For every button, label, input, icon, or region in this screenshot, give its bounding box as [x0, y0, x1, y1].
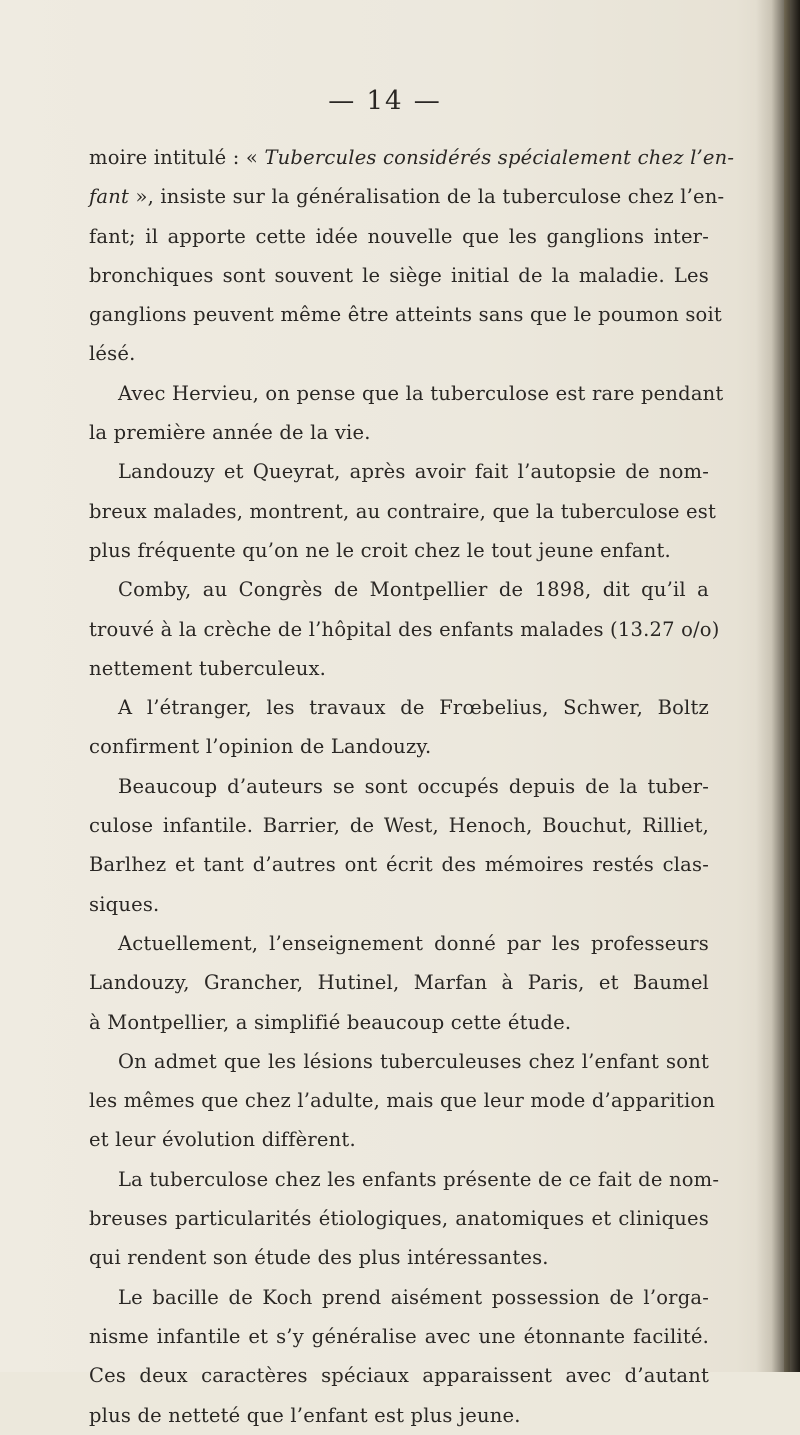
text-segment: Ces deux caractères spéciaux apparaissent avec d’autant	[89, 1364, 709, 1388]
text-line	[89, 374, 724, 413]
italic-text-segment: Tubercules considérés spécialement chez l’en-	[264, 146, 735, 169]
text-line	[89, 217, 709, 256]
text-segment: les mêmes que chez l’adulte, mais que leur mode d’apparition	[89, 1089, 716, 1113]
text-segment: Le bacille de Koch prend aisément possession de l’orga-	[118, 1285, 709, 1309]
text-segment: culose infantile. Barrier, de West, Henoch, Bouchut, Rilliet,	[89, 814, 709, 838]
text-line	[89, 806, 709, 845]
text-segment: confirment l’opinion de Landouzy.	[89, 735, 432, 759]
text-segment: Landouzy et Queyrat, après avoir fait l’autopsie de nom-	[118, 460, 709, 484]
text-line	[89, 610, 720, 649]
text-segment: nisme infantile et s’y généralise avec une étonnante facilité.	[89, 1324, 709, 1348]
text-line	[89, 649, 709, 688]
text-segment: plus de netteté que l’enfant est plus jeune.	[89, 1403, 521, 1427]
text-line	[89, 177, 725, 216]
text-segment: La tuberculose chez les enfants présente de ce fait de nom-	[118, 1167, 720, 1191]
text-segment: moire intitulé : «	[89, 146, 265, 169]
body-text	[89, 138, 735, 1435]
page-number: — 14 —	[328, 86, 442, 116]
text-line	[89, 295, 722, 334]
text-segment: à Montpellier, a simplifié beaucoup cette étude.	[89, 1010, 572, 1034]
text-line	[89, 1120, 709, 1159]
text-line	[89, 688, 709, 727]
text-segment: breux malades, montrent, au contraire, que la tuberculose est	[89, 499, 717, 523]
text-segment: plus fréquente qu’on ne le croit chez le tout jeune enfant.	[89, 538, 671, 562]
text-line	[89, 1317, 709, 1356]
text-segment: bronchiques sont souvent le siège initial de la maladie. Les	[89, 263, 709, 287]
text-line	[89, 256, 709, 295]
text-segment: et leur évolution diffèrent.	[89, 1128, 356, 1152]
text-segment: qui rendent son étude des plus intéressantes.	[89, 1246, 549, 1270]
text-segment: trouvé à la crèche de l’hôpital des enfants malades (13.27 o/o)	[89, 617, 720, 641]
text-line	[89, 1238, 709, 1277]
text-line	[89, 885, 709, 924]
text-segment: ganglions peuvent même être atteints sans que le poumon soit	[89, 303, 722, 327]
text-line	[89, 452, 709, 491]
text-line	[89, 963, 709, 1002]
text-line	[89, 334, 709, 373]
text-line	[89, 413, 709, 452]
text-line	[89, 1042, 709, 1081]
text-line	[89, 1199, 709, 1238]
text-segment: Comby, au Congrès de Montpellier de 1898, dit qu’il a	[118, 578, 709, 602]
text-line	[89, 531, 709, 570]
text-line	[89, 845, 709, 884]
text-line	[89, 1003, 709, 1042]
italic-text-segment: fant	[89, 185, 130, 209]
text-segment: nettement tuberculeux.	[89, 656, 327, 680]
text-line	[89, 1356, 709, 1395]
text-segment: », insiste sur la généralisation de la tuberculose chez l’en-	[129, 185, 725, 209]
text-segment: On admet que les lésions tuberculeuses chez l’enfant sont	[118, 1049, 709, 1073]
text-line	[89, 1160, 720, 1199]
text-line	[89, 727, 709, 766]
text-segment: Beaucoup d’auteurs se sont occupés depuis de la tuber-	[118, 774, 709, 798]
text-line	[89, 924, 709, 963]
text-line	[89, 767, 709, 806]
text-segment: lésé.	[89, 342, 136, 366]
text-segment: Landouzy, Grancher, Hutinel, Marfan à Paris, et Baumel	[89, 971, 709, 995]
text-segment: A l’étranger, les travaux de Frœbelius, Schwer, Boltz	[118, 696, 709, 720]
text-line	[89, 1396, 709, 1435]
page-edge-shadow	[756, 0, 800, 1372]
text-segment: Avec Hervieu, on pense que la tuberculose est rare pendant	[118, 381, 724, 405]
text-line	[89, 492, 717, 531]
text-line	[89, 1278, 709, 1317]
text-line	[89, 1081, 716, 1120]
text-line	[89, 138, 735, 177]
text-segment: Actuellement, l’enseignement donné par les professeurs	[118, 931, 709, 955]
text-segment: fant; il apporte cette idée nouvelle que les ganglions inter-	[89, 224, 709, 248]
text-segment: la première année de la vie.	[89, 421, 371, 445]
text-segment: Barlhez et tant d’autres ont écrit des mémoires restés clas-	[89, 853, 709, 877]
text-segment: breuses particularités étiologiques, anatomiques et cliniques	[89, 1207, 709, 1231]
text-segment: siques.	[89, 892, 160, 916]
text-line	[89, 570, 709, 609]
